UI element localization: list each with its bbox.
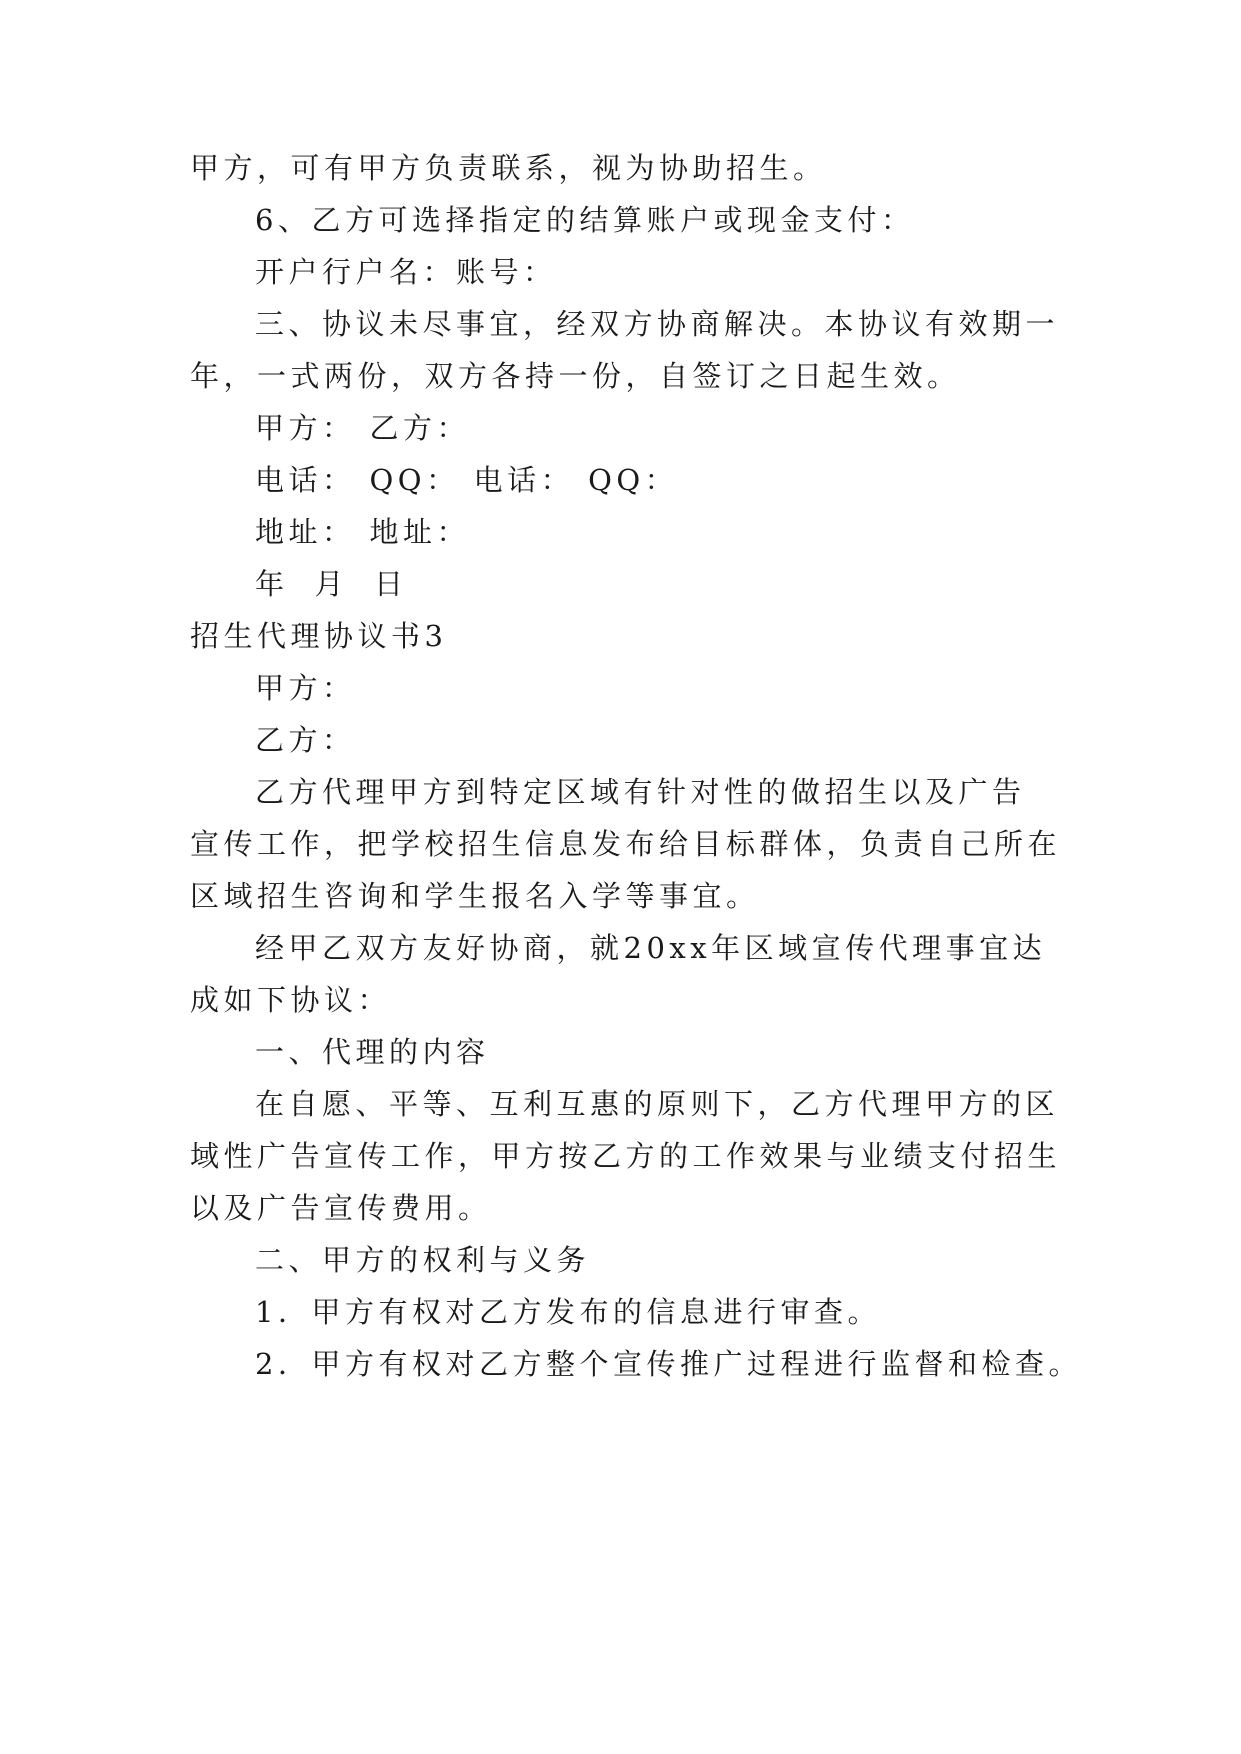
list-item: 2．甲方有权对乙方整个宣传推广过程进行监督和检查。 <box>255 1347 1082 1381</box>
date-line <box>255 564 408 604</box>
heading-line: 一、代理的内容 <box>255 1035 490 1069</box>
body-line: 6、乙方可选择指定的结算账户或现金支付： <box>255 203 915 237</box>
body-line: 区域招生咨询和学生报名入学等事宜。 <box>190 879 760 913</box>
body-line: 年，一式两份，双方各持一份，自签订之日起生效。 <box>190 359 961 393</box>
qq-label-b: QQ： <box>588 463 679 497</box>
signature-contact-line <box>255 460 678 500</box>
phone-label-b: 电话： <box>473 463 575 497</box>
phone-label-a: 电话： <box>255 463 356 497</box>
date-day-label: 日 <box>374 567 408 601</box>
date-year-label: 年 <box>255 567 289 601</box>
signature-party-line <box>255 408 470 448</box>
party-b-line: 乙方： <box>255 723 356 757</box>
party-a-label: 甲方： <box>255 411 356 445</box>
party-a-line: 甲方： <box>255 671 356 705</box>
body-line: 域性广告宣传工作，甲方按乙方的工作效果与业绩支付招生 <box>190 1139 1062 1173</box>
body-line: 经甲乙双方友好协商，就20xx年区域宣传代理事宜达 <box>255 931 1047 965</box>
body-line: 以及广告宣传费用。 <box>190 1191 492 1225</box>
body-line: 在自愿、平等、互利互惠的原则下，乙方代理甲方的区 <box>255 1087 1060 1121</box>
body-line: 甲方，可有甲方负责联系，视为协助招生。 <box>190 151 827 185</box>
party-b-label: 乙方： <box>369 411 471 445</box>
list-item: 1．甲方有权对乙方发布的信息进行审查。 <box>255 1295 881 1329</box>
signature-address-line <box>255 512 470 552</box>
address-label-a: 地址： <box>255 515 356 549</box>
date-month-label: 月 <box>314 567 349 601</box>
body-line: 三、协议未尽事宜，经双方协商解决。本协议有效期一 <box>255 307 1060 341</box>
body-line: 成如下协议： <box>190 983 392 1017</box>
body-line: 开户行户名：账号： <box>255 255 557 289</box>
heading-line: 二、甲方的权利与义务 <box>255 1243 591 1277</box>
section-title: 招生代理协议书3 <box>190 619 448 653</box>
body-line: 宣传工作，把学校招生信息发布给目标群体，负责自己所在 <box>190 827 1062 861</box>
qq-label-a: QQ： <box>369 463 460 497</box>
address-label-b: 地址： <box>369 515 471 549</box>
body-line: 乙方代理甲方到特定区域有针对性的做招生以及广告 <box>255 775 1026 809</box>
